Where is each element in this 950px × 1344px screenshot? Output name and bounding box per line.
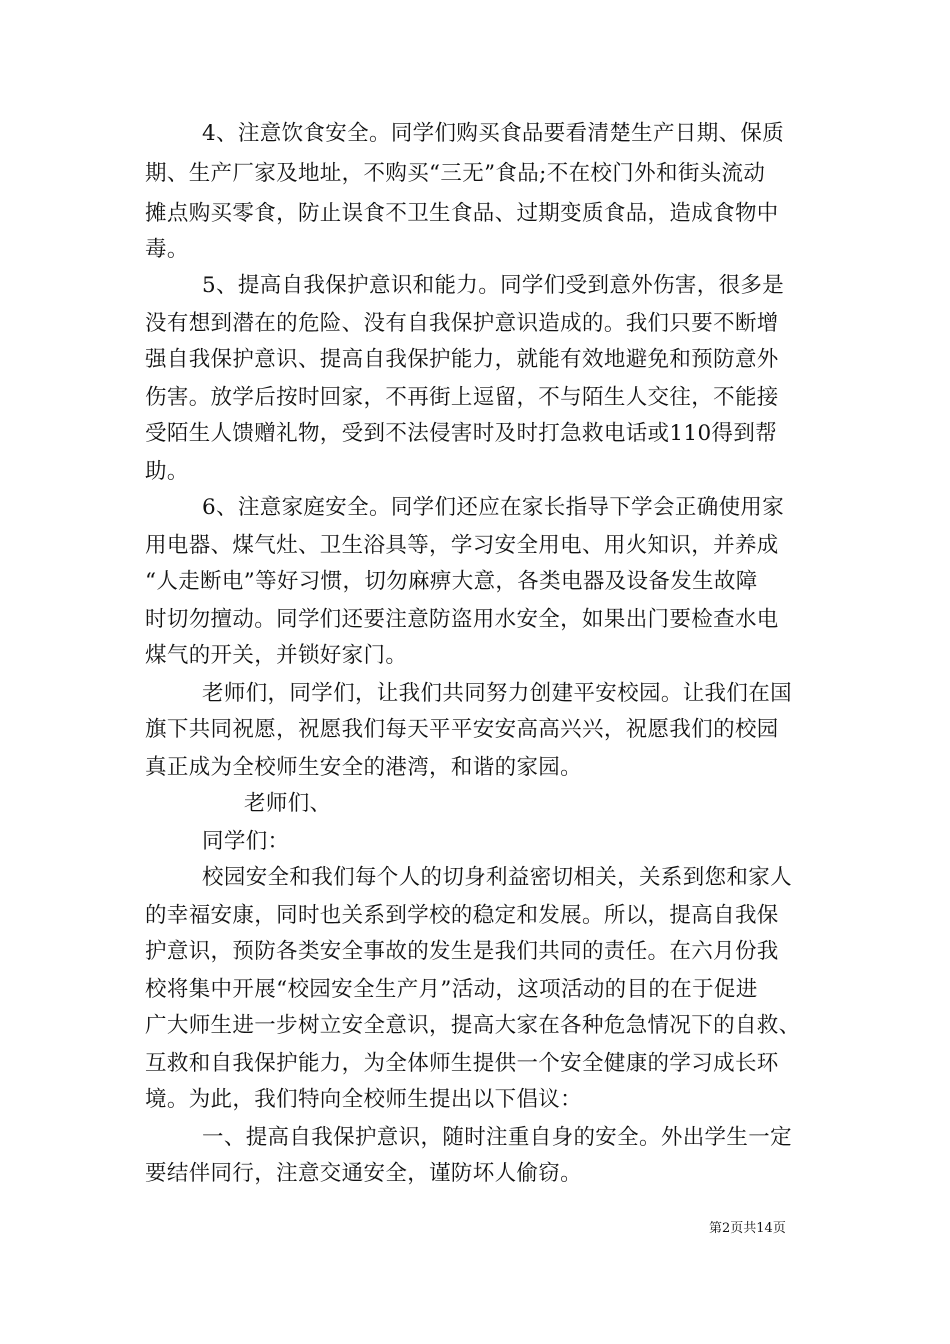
text-line: 旗下共同祝愿，祝愿我们每天平平安安高高兴兴，祝愿我们的校园 <box>145 717 779 742</box>
text-line: 校将集中开展“校园安全生产月”活动，这项活动的目的在于促进 <box>145 977 758 1002</box>
text-line: 用电器、煤气灶、卫生浴具等，学习安全用电、用火知识，并养成 <box>145 533 779 558</box>
text-line: 护意识，预防各类安全事故的发生是我们共同的责任。在六月份我 <box>145 939 779 964</box>
text-line: 老师们，同学们，让我们共同努力创建平安校园。让我们在国 <box>202 681 792 706</box>
text-line: 一、提高自我保护意识，随时注重自身的安全。外出学生一定 <box>202 1125 792 1150</box>
text-line: 伤害。放学后按时回家，不再街上逗留，不与陌生人交往，不能接 <box>145 385 779 410</box>
text-line: 广大师生进一步树立安全意识，提高大家在各种危急情况下的自救、 <box>145 1013 801 1038</box>
text-line: 摊点购买零食，防止误食不卫生食品、过期变质食品，造成食物中 <box>145 201 779 226</box>
text-line: 时切勿擅动。同学们还要注意防盗用水安全，如果出门要检查水电 <box>145 607 779 632</box>
salutation-line: 同学们： <box>202 829 290 854</box>
text-line: 的幸福安康，同时也关系到学校的稳定和发展。所以，提高自我保 <box>145 903 779 928</box>
text-line: 互救和自我保护能力，为全体师生提供一个安全健康的学习成长环 <box>145 1051 779 1076</box>
text-line: 煤气的开关，并锁好家门。 <box>145 643 408 668</box>
text-line: 校园安全和我们每个人的切身利益密切相关，关系到您和家人 <box>202 865 792 890</box>
salutation-line: 老师们、 <box>244 791 332 816</box>
text-line: 6、注意家庭安全。同学们还应在家长指导下学会正确使用家 <box>202 495 785 520</box>
text-line: 4、注意饮食安全。同学们购买食品要看清楚生产日期、保质 <box>202 121 785 146</box>
text-line: 受陌生人馈赠礼物，受到不法侵害时及时打急救电话或110得到帮 <box>145 421 778 446</box>
text-line: 毒。 <box>145 237 189 262</box>
text-line: “人走断电”等好习惯，切勿麻痹大意，各类电器及设备发生故障 <box>145 569 758 594</box>
text-line: 助。 <box>145 459 189 484</box>
text-line: 期、生产厂家及地址，不购买“三无”食品;不在校门外和街头流动 <box>145 161 766 186</box>
text-line: 强自我保护意识、提高自我保护能力，就能有效地避免和预防意外 <box>145 347 779 372</box>
page-number-footer: 第2页共14页 <box>709 1221 786 1236</box>
text-line: 要结伴同行，注意交通安全，谨防坏人偷窃。 <box>145 1161 583 1186</box>
text-line: 5、提高自我保护意识和能力。同学们受到意外伤害，很多是 <box>202 273 785 298</box>
text-line: 真正成为全校师生安全的港湾，和谐的家园。 <box>145 755 583 780</box>
text-line: 没有想到潜在的危险、没有自我保护意识造成的。我们只要不断增 <box>145 311 779 336</box>
text-line: 境。为此，我们特向全校师生提出以下倡议： <box>145 1087 583 1112</box>
